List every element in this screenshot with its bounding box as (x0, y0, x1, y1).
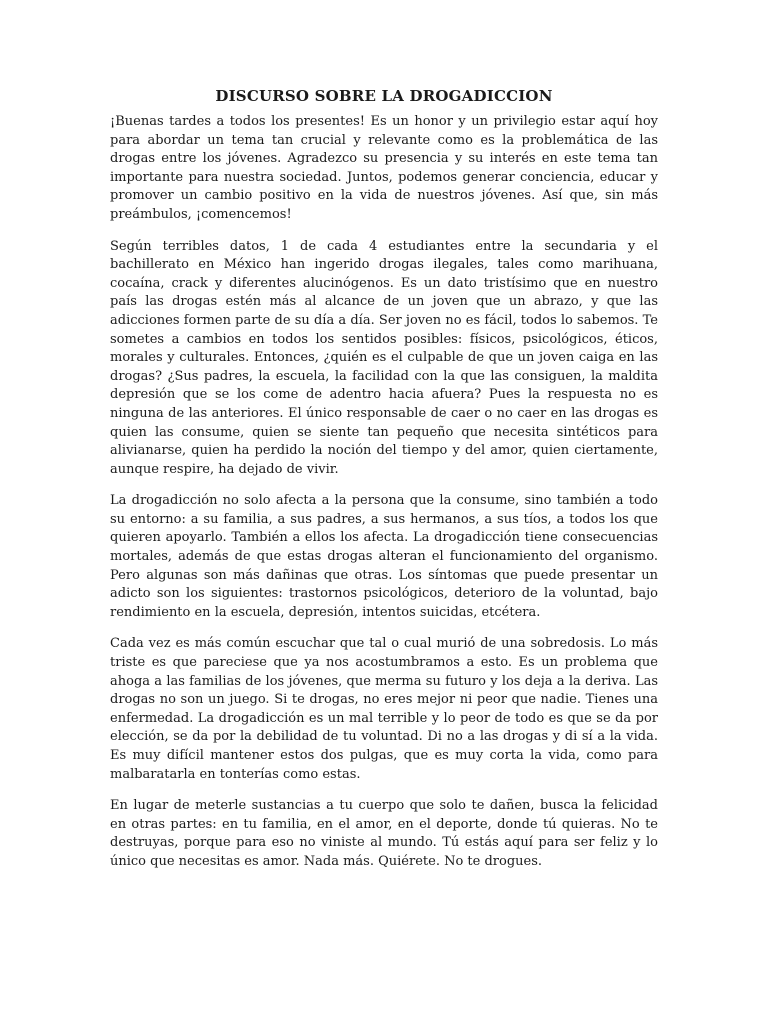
paragraph-effects: La drogadicción no solo afecta a la persona que la consume, sino también a todo su entorno: a su familia, a sus padres, a sus hermanos, a sus tíos, a todos los que quieren apoyarlo. También a ellos los afecta. La drogadicción tiene consecuencias mortales, además de que estas drogas alteran el funcionamiento del organismo. Pero algunas son más dañinas que otras. Los síntomas que puede presentar un adicto son los siguientes: trastornos psicológicos, deterioro de la voluntad, bajo rendimiento en la escuela, depresión, intentos suicidas, etcétera. (110, 493, 658, 620)
paragraph-intro: ¡Buenas tardes a todos los presentes! Es un honor y un privilegio estar aquí hoy para abordar un tema tan crucial y relevante como es la problemática de las drogas entre los jóvenes. Agradezco su presencia y su interés en este tema tan importante para nuestra sociedad. Juntos, podemos generar conciencia, educar y promover un cambio positivo en la vida de nuestros jóvenes. Así que, sin más preámbulos, ¡comencemos! (110, 114, 658, 222)
paragraph-statistics: Según terribles datos, 1 de cada 4 estudiantes entre la secundaria y el bachillerato en México han ingerido drogas ilegales, tales como marihuana, cocaína, crack y diferentes alucinógenos. Es un dato tristísimo que en nuestro país las drogas estén más al alcance de un joven que un abrazo, y que las adicciones formen parte de su día a día. Ser joven no es fácil, todos lo sabemos. Te sometes a cambios en todos los sentidos posibles: físicos, psicológicos, éticos, morales y culturales. Entonces, ¿quién es el culpable de que un joven caiga en las drogas? ¿Sus padres, la escuela, la facilidad con la que las consiguen, la maldita depresión que se los come de adentro hacia afuera? Pues la respuesta no es ninguna de las anteriores. El único responsable de caer o no caer en las drogas es quien las consume, quien se siente tan pequeño que necesita sintéticos para alivianarse, quien ha perdido la noción del tiempo y del amor, quien ciertamente, aunque respire, ha dejado de vivir. (110, 238, 658, 477)
paragraph-conclusion: En lugar de meterle sustancias a tu cuerpo que solo te dañen, busca la felicidad en otras partes: en tu familia, en el amor, en el deporte, donde tú quieras. No te destruyas, porque para eso no viniste al mundo. Tú estás aquí para ser feliz y lo único que necesitas es amor. Nada más. Quiérete. No te drogues. (110, 798, 658, 869)
document-title: DISCURSO SOBRE LA DROGADICCION (215, 87, 553, 105)
document-page (110, 86, 658, 885)
paragraph-overdose: Cada vez es más común escuchar que tal o cual murió de una sobredosis. Lo más triste es que pareciese que ya nos acostumbramos a esto. Es un problema que ahoga a las familias de los jóvenes, que merma su futuro y los deja a la deriva. Las drogas no son un juego. Si te drogas, no eres mejor ni peor que nadie. Tienes una enfermedad. La drogadicción es un mal terrible y lo peor de todo es que se da por elección, se da por la debilidad de tu voluntad. Di no a las drogas y di sí a la vida. Es muy difícil mantener estos dos pulgas, que es muy corta la vida, como para malbaratarla en tonterías como estas. (110, 636, 658, 782)
